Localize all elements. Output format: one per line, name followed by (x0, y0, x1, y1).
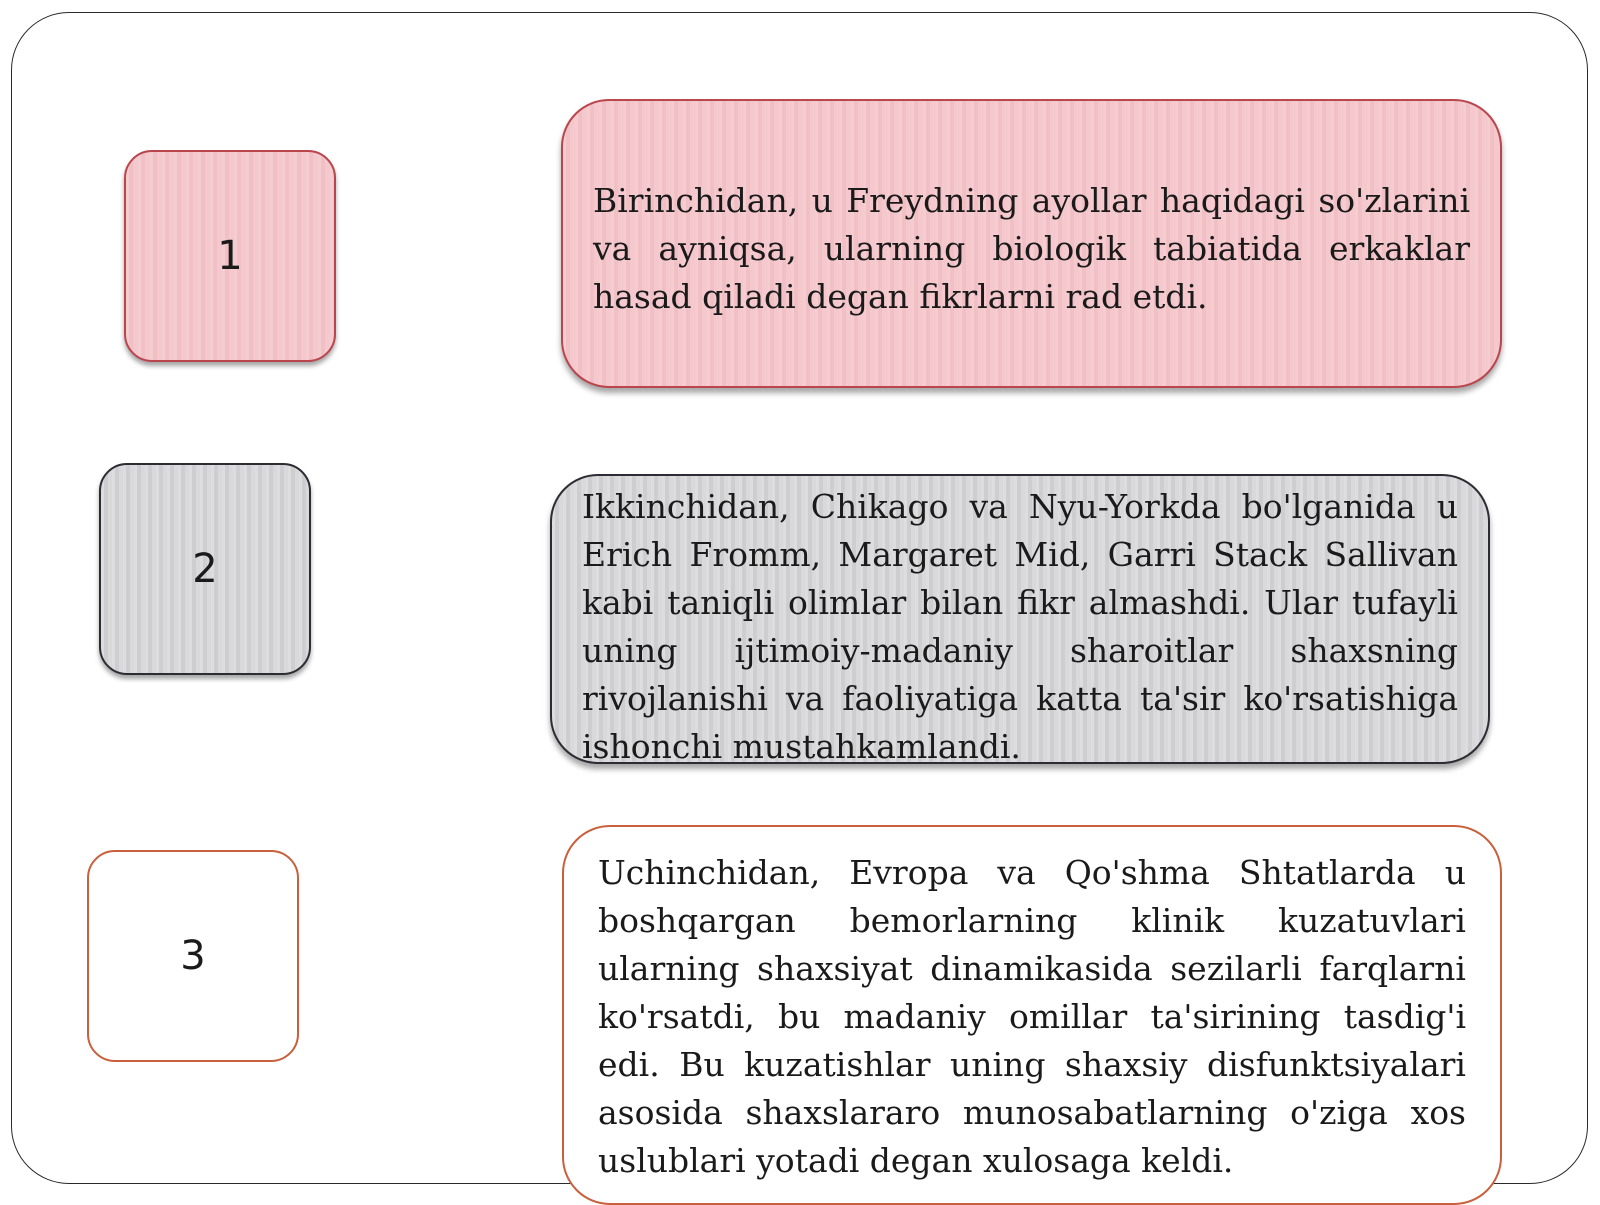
text-content-3: Uchinchidan, Evropa va Qo'shma Shtatlarda u boshqargan bemorlarning klinik kuzatuvlari ularning shaxsiyat dinamikasida sezilarli farqlarni ko'rsatdi, bu madaniy omillar ta'sirining tasdig'i edi. Bu kuzatishlar uning shaxsiy disfunktsiyalari asosida shaxslararo munosabatlarning o'ziga xos uslublari yotadi degan xulosaga keldi. (598, 853, 1466, 1180)
number-box-2 (99, 463, 311, 675)
text-box-2 (550, 474, 1490, 764)
number-box-1 (124, 150, 336, 362)
number-label-3: 3 (180, 933, 206, 979)
text-box-3 (562, 825, 1502, 1205)
number-box-3 (87, 850, 299, 1062)
text-content-1: Birinchidan, u Freydning ayollar haqidagi so'zlarini va ayniqsa, ularning biologik tabiatida erkaklar hasad qiladi degan fikrlarni rad etdi. (593, 181, 1470, 316)
text-box-1 (561, 99, 1502, 388)
text-content-2: Ikkinchidan, Chikago va Nyu-Yorkda bo'lganida u Erich Fromm, Margaret Mid, Garri Stack Sallivan kabi taniqli olimlar bilan fikr almashdi. Ular tufayli uning ijtimoiy-madaniy sharoitlar shaxsning rivojlanishi va faoliyatiga katta ta'sir ko'rsatishiga ishonchi mustahkamlandi. (582, 487, 1458, 766)
number-label-2: 2 (192, 546, 218, 592)
number-label-1: 1 (217, 233, 243, 279)
